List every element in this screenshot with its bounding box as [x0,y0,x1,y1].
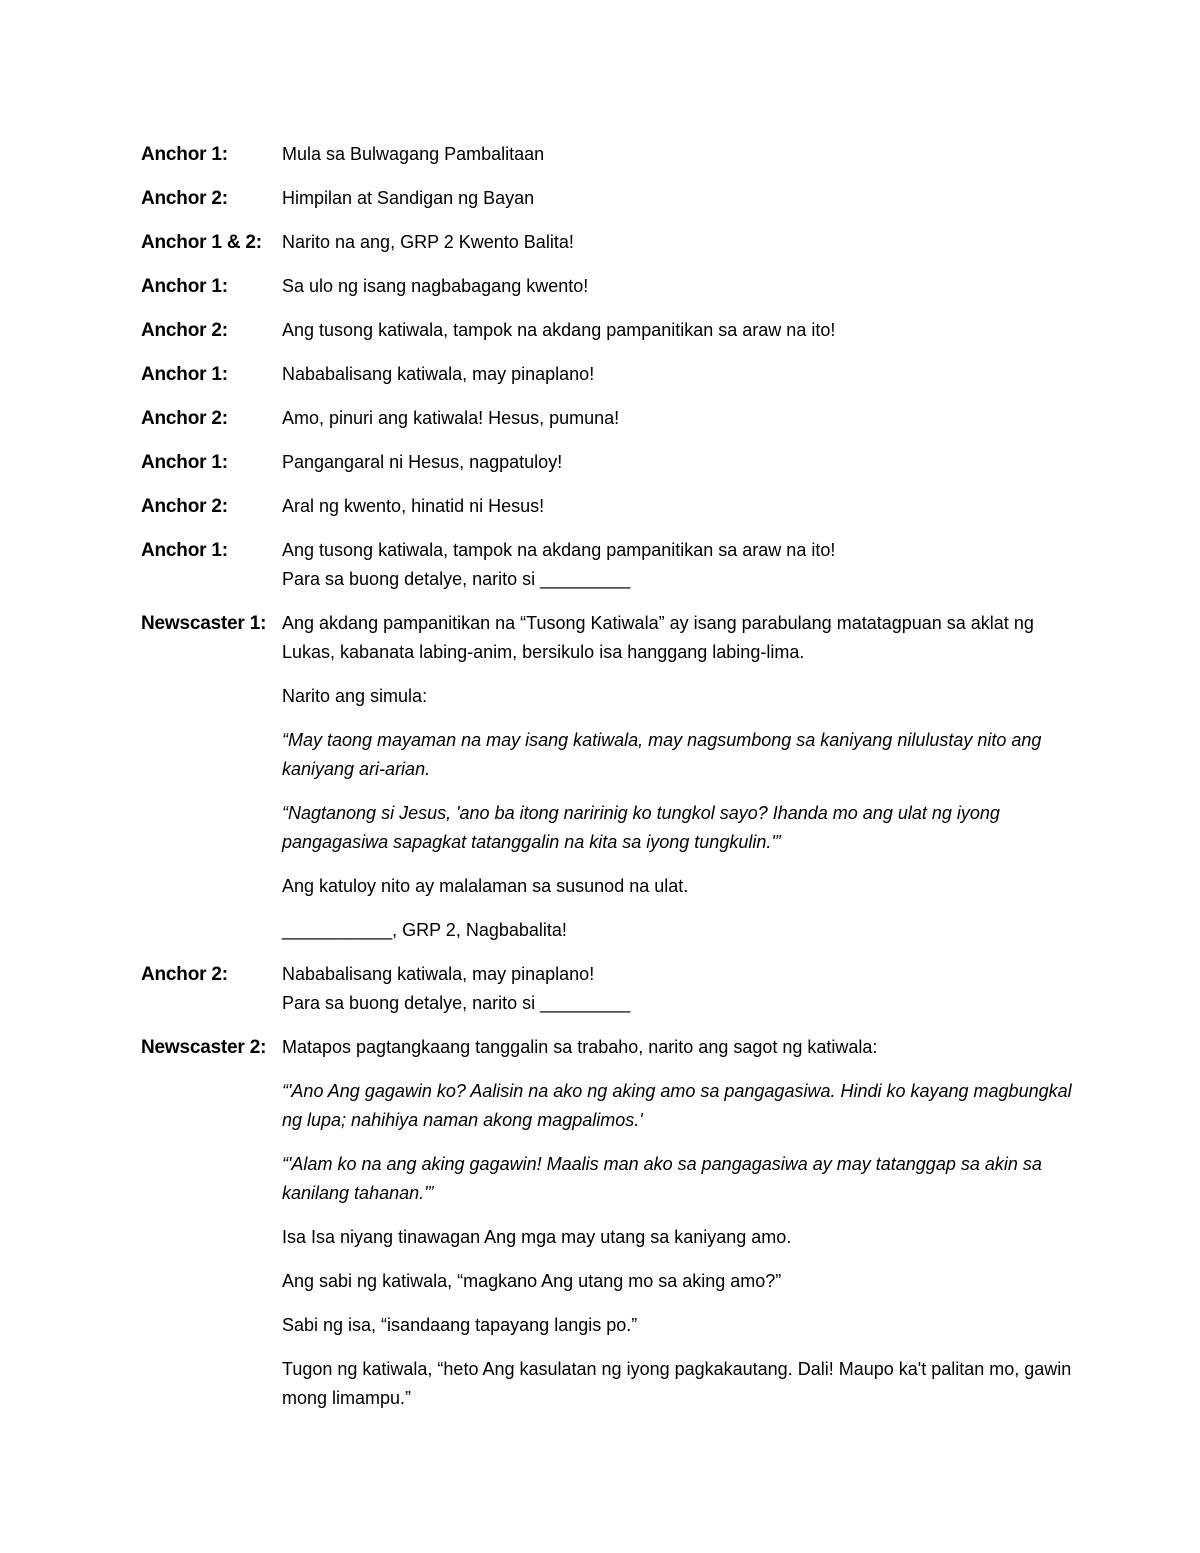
script-row [141,272,1081,301]
newscaster-1-block [141,609,1081,945]
dialogue [282,492,1081,521]
report-paragraph: Ang akdang pampanitikan na “Tusong Katiwala” ay isang parabulang matatagpuan sa aklat ng Lukas, kabanata labing-anim, bersikulo isa hanggang labing-lima. [282,613,1034,662]
speaker-label: Newscaster 1: [141,613,267,634]
dialogue-line: Narito na ang, GRP 2 Kwento Balita! [282,232,574,252]
dialogue [282,360,1081,389]
dialogue-line: Amo, pinuri ang katiwala! Hesus, pumuna! [282,408,620,428]
dialogue-line: Ang tusong katiwala, tampok na akdang pampanitikan sa araw na ito! [282,320,836,340]
quoted-paragraph: “'Ano Ang gagawin ko? Aalisin na ako ng aking amo sa pangagasiwa. Hindi ko kayang magbungkal ng lupa; nahihiya naman akong magpalimos.' [282,1081,1072,1130]
quoted-paragraph: “'Alam ko na ang aking gagawin! Maalis man ako sa pangagasiwa ay may tatanggap sa akin sa kanilang tahanan.'” [282,1154,1042,1203]
dialogue-line: Mula sa Bulwagang Pambalitaan [282,144,545,164]
dialogue [282,960,1081,1018]
dialogue-line: Himpilan at Sandigan ng Bayan [282,188,535,208]
sign-off: ___________, GRP 2, Nagbabalita! [282,920,567,940]
speaker-label: Anchor 1: [141,144,228,165]
speaker-label: Anchor 1: [141,276,228,297]
quoted-paragraph: “May taong mayaman na may isang katiwala, may nagsumbong sa kaniyang nilulustay nito ang kaniyang ari-arian. [282,730,1042,779]
script-row [141,448,1081,477]
dialogue [282,140,1081,169]
quoted-paragraph: “Nagtanong si Jesus, 'ano ba itong naririnig ko tungkol sayo? Ihanda mo ang ulat ng iyong pangagasiwa sapagkat tatanggalin na kita sa iyong tungkulin.'” [282,803,1000,852]
dialogue-line: Ang tusong katiwala, tampok na akdang pampanitikan sa araw na ito! [282,540,836,560]
report-paragraph: Matapos pagtangkaang tanggalin sa trabaho, narito ang sagot ng katiwala: [282,1037,878,1057]
speaker-label: Anchor 2: [141,320,228,341]
dialogue [282,536,1081,594]
speaker-label: Anchor 2: [141,964,228,985]
dialogue [282,448,1081,477]
script-row [141,184,1081,213]
speaker-label: Anchor 1: [141,364,228,385]
report-paragraph: Ang katuloy nito ay malalaman sa susunod na ulat. [282,876,689,896]
script-row [141,404,1081,433]
report-paragraph: Tugon ng katiwala, “heto Ang kasulatan ng iyong pagkakautang. Dali! Maupo ka't palitan mo, gawin mong limampu.” [282,1359,1072,1408]
dialogue-line: Nababalisang katiwala, may pinaplano! [282,364,595,384]
report-paragraph: Ang sabi ng katiwala, “magkano Ang utang mo sa aking amo?” [282,1271,782,1291]
speaker-label: Anchor 2: [141,408,228,429]
report [282,1033,1081,1413]
report [282,609,1081,945]
dialogue-line: Sa ulo ng isang nagbabagang kwento! [282,276,589,296]
speaker-label: Anchor 2: [141,496,228,517]
speaker-label: Anchor 1: [141,540,228,561]
news-script [141,140,1081,1428]
dialogue [282,272,1081,301]
dialogue-line: Pangangaral ni Hesus, nagpatuloy! [282,452,563,472]
dialogue [282,184,1081,213]
script-row [141,316,1081,345]
report-paragraph: Sabi ng isa, “isandaang tapayang langis po.” [282,1315,638,1335]
report-paragraph: Isa Isa niyang tinawagan Ang mga may utang sa kaniyang amo. [282,1227,792,1247]
script-row [141,492,1081,521]
script-row [141,228,1081,257]
speaker-label: Anchor 2: [141,188,228,209]
report-paragraph: Narito ang simula: [282,686,428,706]
speaker-label: Anchor 1: [141,452,228,473]
script-row [141,536,1081,594]
newscaster-2-block [141,1033,1081,1413]
dialogue [282,404,1081,433]
speaker-label: Newscaster 2: [141,1037,267,1058]
speaker-label: Anchor 1 & 2: [141,232,262,253]
dialogue-line: Nababalisang katiwala, may pinaplano! [282,964,595,984]
dialogue-line: Para sa buong detalye, narito si _________ [282,993,631,1013]
dialogue [282,316,1081,345]
script-row [141,140,1081,169]
dialogue [282,228,1081,257]
script-row [141,960,1081,1018]
dialogue-line: Aral ng kwento, hinatid ni Hesus! [282,496,545,516]
dialogue-line: Para sa buong detalye, narito si _________ [282,569,631,589]
script-row [141,360,1081,389]
